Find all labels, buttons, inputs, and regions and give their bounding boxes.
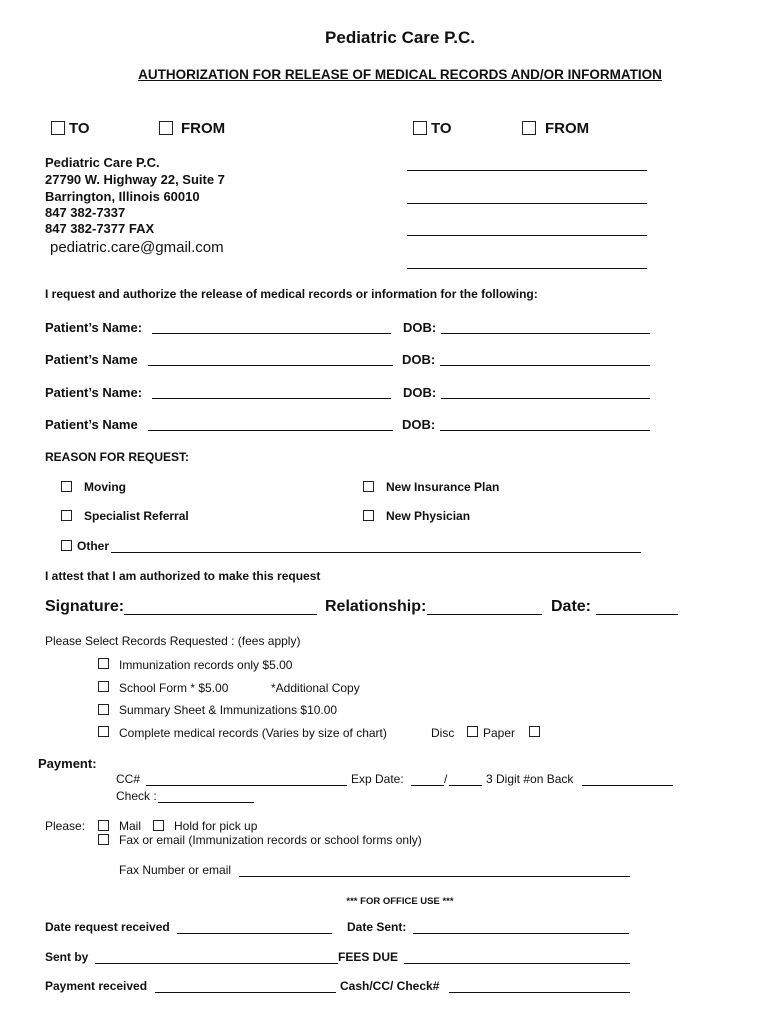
date-received-label: Date request received [45, 920, 170, 934]
cc-label: CC# [116, 772, 141, 786]
signature-label: Signature: [45, 598, 125, 615]
paper-label: Paper [483, 726, 516, 740]
to-label-left: TO [69, 120, 90, 137]
three-digit-label: 3 Digit #on Back [486, 772, 574, 786]
fax-number-line[interactable] [239, 876, 630, 877]
dob-line-3[interactable] [441, 398, 650, 399]
check-line[interactable] [158, 802, 254, 803]
new-insurance-checkbox[interactable] [363, 481, 374, 492]
disc-label: Disc [431, 726, 455, 740]
relationship-line[interactable] [427, 614, 542, 615]
complete-checkbox[interactable] [98, 726, 109, 737]
to-label-right: TO [431, 120, 452, 137]
fees-due-label: FEES DUE [338, 950, 399, 964]
attest-text: I attest that I am authorized to make this request [45, 569, 321, 583]
patient-name-line-3[interactable] [152, 398, 391, 399]
other-line[interactable] [111, 552, 641, 553]
practice-fax: 847 382-7377 FAX [45, 221, 155, 236]
sent-by-label: Sent by [45, 950, 89, 964]
practice-email: pediatric.care@gmail.com [50, 239, 224, 256]
from-label-left: FROM [181, 120, 226, 137]
page-title: Pediatric Care P.C. [325, 28, 475, 47]
date-sent-line[interactable] [413, 933, 629, 934]
practice-phone: 847 382-7337 [45, 205, 126, 220]
recipient-line-4[interactable] [407, 268, 647, 269]
payment-received-line[interactable] [155, 992, 336, 993]
patient-name-line-2[interactable] [148, 365, 393, 366]
other-label: Other [77, 539, 110, 553]
school-form-label: School Form * $5.00 [119, 681, 229, 695]
date-line[interactable] [596, 614, 678, 615]
three-digit-line[interactable] [582, 785, 673, 786]
summary-label: Summary Sheet & Immunizations $10.00 [119, 703, 338, 717]
moving-checkbox[interactable] [61, 481, 72, 492]
form-subtitle: AUTHORIZATION FOR RELEASE OF MEDICAL RECORDS AND/OR INFORMATION [138, 67, 662, 82]
additional-copy-label: *Additional Copy [271, 681, 360, 695]
exp-year-line[interactable] [449, 785, 482, 786]
fax-email-checkbox[interactable] [98, 834, 109, 845]
moving-label: Moving [84, 480, 126, 494]
records-heading: Please Select Records Requested : (fees apply) [45, 634, 301, 648]
recipient-line-3[interactable] [407, 235, 647, 236]
check-label: Check : [116, 789, 157, 803]
dob-label-4: DOB: [402, 417, 436, 432]
exp-month-line[interactable] [411, 785, 444, 786]
school-form-checkbox[interactable] [98, 681, 109, 692]
practice-street: 27790 W. Highway 22, Suite 7 [45, 172, 225, 187]
patient-name-line-4[interactable] [148, 430, 393, 431]
paper-checkbox[interactable] [529, 726, 540, 737]
patient-name-label-2: Patient’s Name [45, 352, 138, 367]
cash-cc-check-line[interactable] [449, 992, 630, 993]
date-sent-label: Date Sent: [347, 920, 407, 934]
new-physician-label: New Physician [386, 509, 471, 523]
other-checkbox[interactable] [61, 540, 72, 551]
exp-date-label: Exp Date: [351, 772, 404, 786]
specialist-checkbox[interactable] [61, 510, 72, 521]
pickup-checkbox[interactable] [153, 820, 164, 831]
mail-checkbox[interactable] [98, 820, 109, 831]
date-label: Date: [551, 598, 592, 615]
patient-name-label-1: Patient’s Name: [45, 320, 143, 335]
dob-label-3: DOB: [403, 385, 437, 400]
to-checkbox-left[interactable] [51, 121, 65, 135]
sent-by-line[interactable] [95, 963, 338, 964]
patient-name-label-4: Patient’s Name [45, 417, 138, 432]
dob-line-1[interactable] [441, 333, 650, 334]
specialist-label: Specialist Referral [84, 509, 189, 523]
reason-heading: REASON FOR REQUEST: [45, 450, 190, 464]
from-checkbox-right[interactable] [522, 121, 536, 135]
disc-checkbox[interactable] [467, 726, 478, 737]
patient-name-label-3: Patient’s Name: [45, 385, 143, 400]
fax-number-label: Fax Number or email [119, 863, 232, 877]
exp-slash: / [444, 772, 448, 786]
dob-label-2: DOB: [402, 352, 436, 367]
to-checkbox-right[interactable] [413, 121, 427, 135]
payment-heading: Payment: [38, 756, 97, 771]
cc-line[interactable] [146, 785, 347, 786]
cash-cc-check-label: Cash/CC/ Check# [340, 979, 440, 993]
fax-email-label: Fax or email (Immunization records or school forms only) [119, 833, 422, 847]
signature-line[interactable] [124, 614, 317, 615]
immunization-label: Immunization records only $5.00 [119, 658, 293, 672]
fees-due-line[interactable] [404, 963, 630, 964]
new-insurance-label: New Insurance Plan [386, 480, 500, 494]
please-label: Please: [45, 819, 86, 833]
payment-received-label: Payment received [45, 979, 148, 993]
recipient-line-2[interactable] [407, 203, 647, 204]
practice-city: Barrington, Illinois 60010 [45, 189, 200, 204]
dob-line-2[interactable] [440, 365, 650, 366]
mail-label: Mail [119, 819, 142, 833]
relationship-label: Relationship: [325, 598, 427, 615]
immunization-checkbox[interactable] [98, 658, 109, 669]
dob-label-1: DOB: [403, 320, 437, 335]
summary-checkbox[interactable] [98, 704, 109, 715]
patient-name-line-1[interactable] [152, 333, 391, 334]
dob-line-4[interactable] [440, 430, 650, 431]
from-label-right: FROM [545, 120, 590, 137]
complete-label: Complete medical records (Varies by size of chart) [119, 726, 387, 740]
pickup-label: Hold for pick up [174, 819, 258, 833]
office-use-heading: *** FOR OFFICE USE *** [346, 896, 454, 907]
practice-name: Pediatric Care P.C. [45, 155, 160, 170]
from-checkbox-left[interactable] [159, 121, 173, 135]
new-physician-checkbox[interactable] [363, 510, 374, 521]
recipient-line-1[interactable] [407, 170, 647, 171]
date-received-line[interactable] [177, 933, 332, 934]
request-intro: I request and authorize the release of medical records or information for the following: [45, 287, 538, 301]
